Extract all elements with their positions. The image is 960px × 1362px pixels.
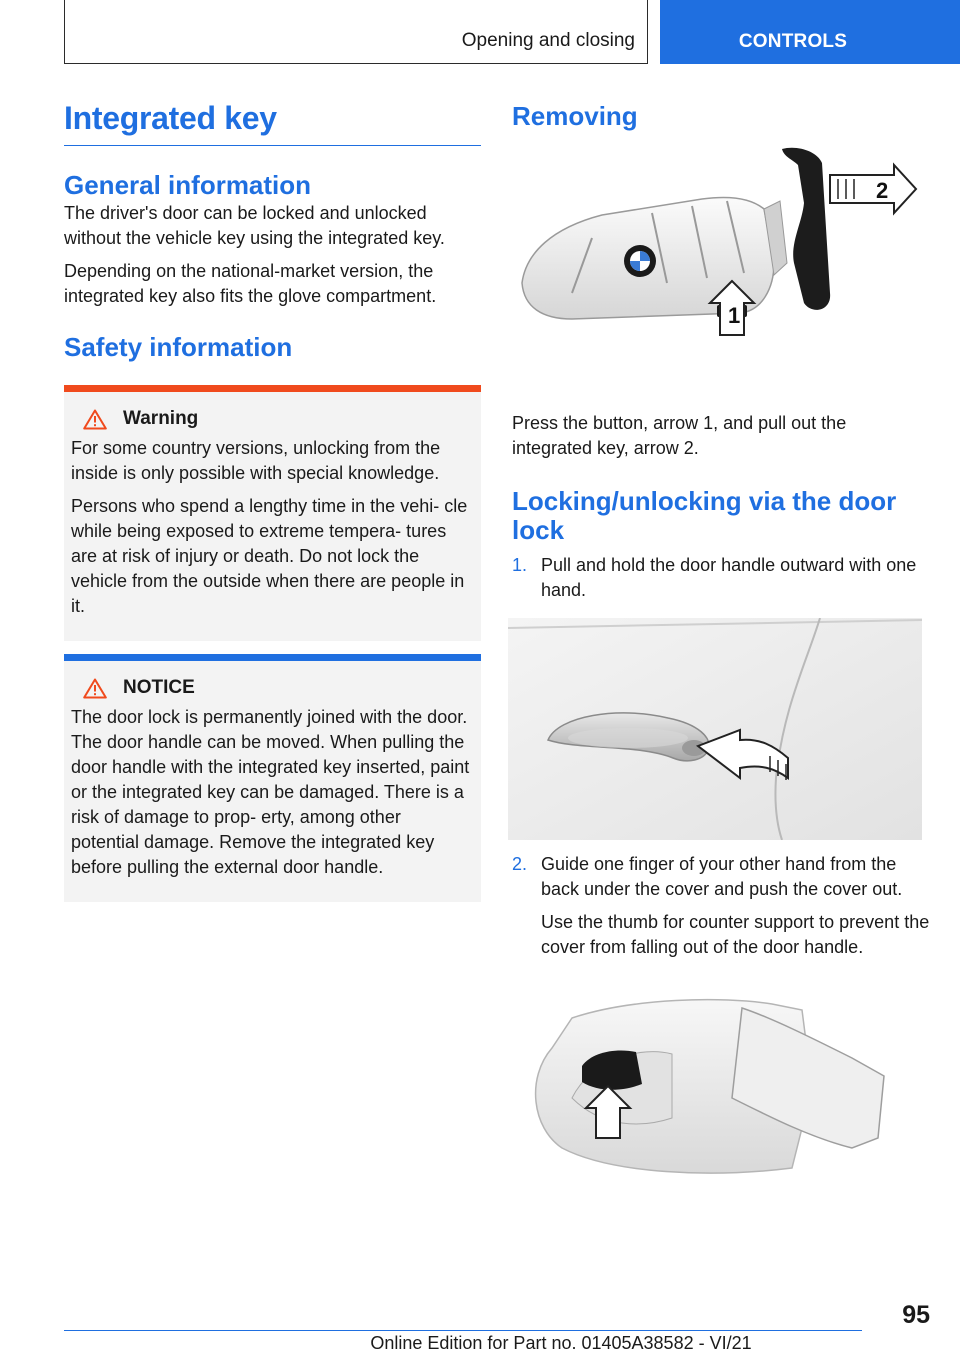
page-number: 95 [902, 1301, 930, 1329]
removing-heading: Removing [512, 101, 638, 131]
step-2-subtext: Use the thumb for counter support to prevent the cover from falling out of the door handle. [541, 912, 930, 958]
right-column [512, 100, 930, 1188]
step-1-number: 1. [512, 555, 528, 576]
notice-title-row [71, 677, 473, 699]
header-section-box [64, 0, 648, 64]
general-paragraph-1: The driver's door can be locked and unlocked without the vehicle key using the integrated key. [64, 203, 445, 249]
page-title: Integrated key [64, 100, 481, 146]
footer-divider [64, 1330, 862, 1331]
general-paragraph-2: Depending on the national-market version, the integrated key also fits the glove compartment. [64, 261, 437, 307]
warning-paragraph-2: Persons who spend a lengthy time in the vehi‐ cle while being exposed to extreme tempera‐ tures are at risk of injury or death. Do not lock the vehicle from the outside when there are people in it. [71, 496, 468, 617]
warning-paragraph-1: For some country versions, unlocking from the inside is only possible with special knowledge. [71, 438, 441, 484]
steps-list [512, 553, 930, 603]
header-section-title: Opening and closing [461, 30, 635, 51]
general-information-heading: General information [64, 170, 312, 200]
warning-box [64, 385, 481, 641]
left-column [64, 100, 481, 902]
notice-triangle-icon [83, 678, 107, 699]
step-2-number: 2. [512, 854, 528, 875]
removing-paragraph: Press the button, arrow 1, and pull out the integrated key, arrow 2. [512, 413, 847, 459]
notice-box [64, 654, 481, 902]
header-tab-label: CONTROLS [738, 31, 848, 52]
notice-paragraph: The door lock is permanently joined with the door. The door handle can be moved. When pulling the door handle with the integrated key inserted, paint or the integrated key can be damaged. There is a risk of damage to prop‐ erty, among other potential damage. Remove the integrated key before pulling the external door handle. [71, 707, 470, 878]
step-1 [512, 553, 930, 603]
header-tab [660, 0, 960, 64]
warning-title-row [71, 408, 473, 430]
door-handle-illustration [508, 618, 922, 840]
notice-title: NOTICE [123, 677, 195, 699]
footer-edition: Online Edition for Part no. 01405A38582 - VI/21 [370, 1333, 752, 1353]
key-removal-illustration [512, 143, 930, 343]
step-2-text: Guide one finger of your other hand from the back under the cover and push the cover out. [541, 854, 903, 900]
warning-title: Warning [123, 408, 199, 430]
arrow-1-label: 1 [728, 303, 741, 329]
arrow-2-label: 2 [876, 178, 889, 204]
handle-cover-illustration [512, 988, 926, 1188]
warning-triangle-icon [83, 409, 107, 430]
safety-information-heading: Safety information [64, 332, 293, 363]
steps-list-2 [512, 852, 930, 960]
step-1-text: Pull and hold the door handle outward with one hand. [541, 555, 917, 601]
step-2 [512, 852, 930, 960]
locking-heading: Locking/unlocking via the door lock [512, 486, 897, 546]
